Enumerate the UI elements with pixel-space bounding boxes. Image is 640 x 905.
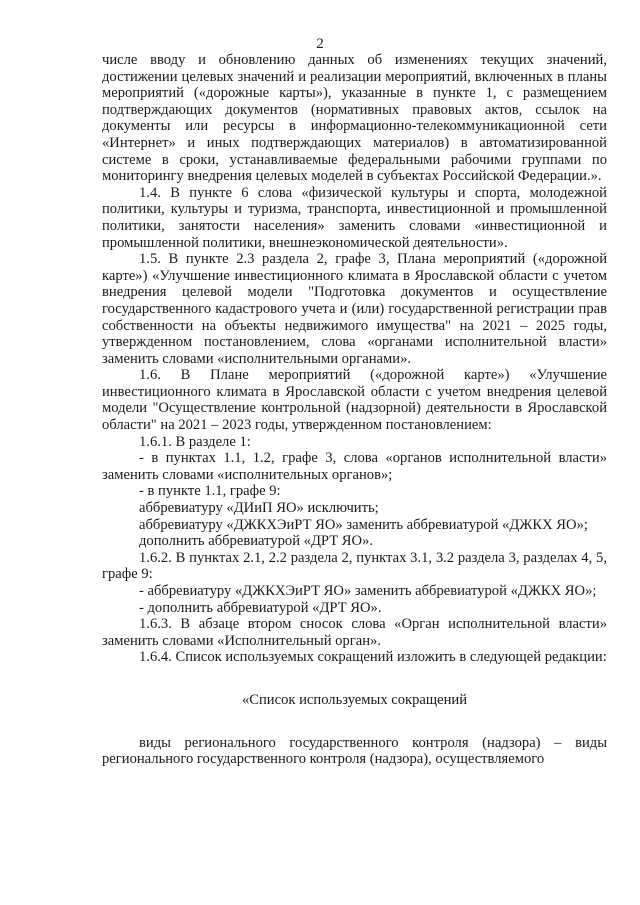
abbreviations-list-heading: «Список используемых сокращений xyxy=(241,691,468,708)
paragraph-1-6-3: 1.6.3. В абзаце втором сносок слова «Орган исполнительной власти» заменить словами «Исполнительный орган». xyxy=(102,616,607,649)
paragraph-1-6-2: 1.6.2. В пунктах 2.1, 2.2 раздела 2, пунктах 3.1, 3.2 раздела 3, разделах 4, 5, графе 9: xyxy=(102,549,607,583)
paragraph-abbreviation-remove: аббревиатуру «ДИиП ЯО» исключить; xyxy=(139,500,379,517)
paragraph-abbreviation-add: дополнить аббревиатурой «ДРТ ЯО». xyxy=(139,533,373,550)
paragraph-1-6-1-item-1: - в пунктах 1.1, 1.2, графе 3, слова «органов исполнительной власти» заменить словами «исполнительных органов»; xyxy=(102,450,607,483)
paragraph-1-5: 1.5. В пункте 2.3 раздела 2, графе 3, Плана мероприятий («дорожной карте») «Улучшение инвестиционного климата в Ярославской области с учетом внедрения целевой модели "Подготовка документов и осуществление государственного кадастрового учета и (или) государственной регистрации прав собственности на объекты недвижимого имущества" на 2021 – 2025 годы, утвержденном постановлением, слова «органами исполнительной власти» заменить словами «исполнительными органами». xyxy=(102,251,607,367)
paragraph-1-6-4: 1.6.4. Список используемых сокращений изложить в следующей редакции: xyxy=(139,649,607,666)
paragraph-abbreviation-definition: виды регионального государственного контроля (надзора) – виды регионального государственного контроля (надзора), осуществляемого xyxy=(102,734,607,768)
paragraph-abbreviation-replace: аббревиатуру «ДЖКХЭиРТ ЯО» заменить аббревиатурой «ДЖКХ ЯО»; xyxy=(139,516,588,533)
spacer xyxy=(102,666,607,692)
paragraph-1-6-1-item-2: - в пункте 1.1, графе 9: xyxy=(139,483,281,500)
paragraph-continuation: числе вводу и обновлению данных об изменениях текущих значений, достижении целевых значений и реализации мероприятий, включенных в планы мероприятий («дорожные карты»), указанные в пункте 1, с размещением подтверждающих документов (нормативных правовых актов, ссылок на документы или ресурсы в информационно-телекоммуникационной сети «Интернет» и иных подтверждающих материалов) в автоматизированной системе в сроки, устанавливаемые федеральными рабочими группами по мониторингу внедрения целевых моделей в субъектах Российской Федерации.». xyxy=(102,52,607,185)
paragraph-1-6-1: 1.6.1. В разделе 1: xyxy=(139,433,251,450)
page-number: 2 xyxy=(316,36,324,52)
paragraph-1-6: 1.6. В Плане мероприятий («дорожной карте») «Улучшение инвестиционного климата в Ярославской области с учетом внедрения целевой модели "Осуществление контрольной (надзорной) деятельности в Ярославской области" на 2021 – 2023 годы, утвержденном постановлением: xyxy=(102,367,607,434)
spacer xyxy=(102,709,607,735)
paragraph-1-4: 1.4. В пункте 6 слова «физической культуры и спорта, молодежной политики, культуры и туризма, транспорта, инвестиционной и промышленной политики, занятости населения» заменить словами «инвестиционной и промышленной политики, внешнеэкономической деятельности». xyxy=(102,184,607,251)
document-body xyxy=(102,52,607,768)
paragraph-1-6-2-item-1: - аббревиатуру «ДЖКХЭиРТ ЯО» заменить аббревиатурой «ДЖКХ ЯО»; xyxy=(139,583,597,599)
paragraph-1-6-2-item-2: - дополнить аббревиатурой «ДРТ ЯО». xyxy=(139,599,382,616)
